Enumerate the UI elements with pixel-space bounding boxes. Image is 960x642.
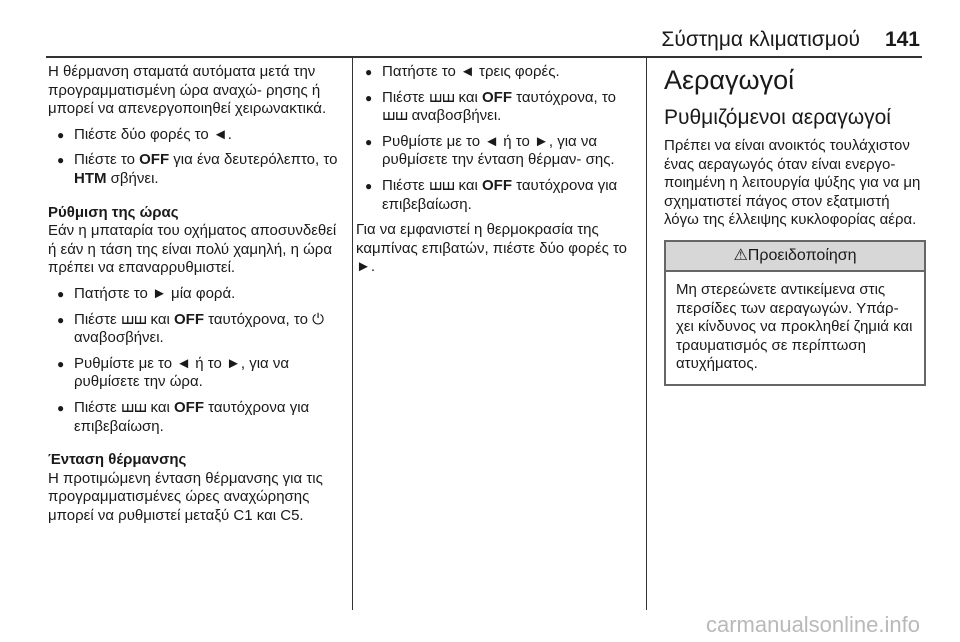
intensity-heading: Ένταση θέρμανσης: [48, 451, 187, 469]
heater-icon: ꟺꟺ: [382, 107, 408, 125]
intro-paragraph: Η θέρμανση σταματά αυτόματα μετά την προγραμματισμένη ώρα αναχώ- ρησης ή μπορεί να απενεργοποιηθεί χειρωνακτικά.: [48, 63, 327, 118]
vents-paragraph: Πρέπει να είναι ανοικτός τουλάχιστον ένας αεραγωγός όταν είναι ενεργο- ποιημένη η λειτουργία ψύξης για να μη σχηματιστεί πάγος στον εξατμιστή λόγω της έλλειψης κυκλοφορίας αέρα.: [664, 137, 921, 229]
warning-icon: ⚠: [733, 246, 748, 264]
bullet-item: ● Πιέστε δύο φορές το ◄.: [48, 126, 344, 145]
bullet-item: ● Ρυθμίστε με το ◄ ή το ►, για να ρυθμίσετε την ένταση θέρμαν- σης.: [356, 133, 636, 170]
bullet-item: ● Πατήστε το ► μία φορά.: [48, 285, 344, 304]
heater-icon: ꟺꟺ: [120, 310, 147, 328]
column-divider-1: [352, 58, 353, 610]
bullet-item: ● Ρυθμίστε με το ◄ ή το ►, για να ρυθμίσετε την ώρα.: [48, 355, 344, 392]
heater-icon: ꟺꟺ: [120, 398, 147, 416]
warning-body: Μη στερεώνετε αντικείμενα στις περσίδες των αεραγωγών. Υπάρ- χει κίνδυνος να προκληθεί ζημιά και τραυματισμός σε περίπτωση ατυχήματος.: [676, 280, 913, 373]
bullet-item: ● Πιέστε ꟺꟺ και OFF ταυτόχρονα για επιβεβαίωση.: [356, 177, 636, 214]
column-2: [356, 63, 636, 277]
time-heading: Ρύθμιση της ώρας: [48, 203, 179, 221]
subsection-heading: Ρυθμιζόμενοι αεραγωγοί: [664, 106, 891, 129]
bullet-item: ● Πιέστε ꟺꟺ και OFF ταυτόχρονα, το ꟺꟺ αναβοσβήνει.: [356, 89, 636, 126]
column-3: [664, 63, 926, 386]
heater-icon: ꟺꟺ: [428, 88, 455, 106]
warning-header: [666, 242, 924, 272]
section-heading: Αεραγωγοί: [664, 65, 795, 95]
page-number: 141: [884, 28, 920, 51]
watermark: carmanualsonline.info: [705, 612, 920, 637]
warning-box: [664, 240, 926, 386]
cabin-temp-paragraph: Για να εμφανιστεί η θερμοκρασία της καμπίνας επιβατών, πιέστε δύο φορές το ►.: [356, 221, 628, 276]
header-rule: [46, 56, 922, 58]
column-1: [48, 63, 344, 525]
bullet-item: ● Πιέστε ꟺꟺ και OFF ταυτόχρονα, το ⏻ αναβοσβήνει.: [48, 311, 344, 348]
bullet-item: ● Πιέστε ꟺꟺ και OFF ταυτόχρονα για επιβεβαίωση.: [48, 399, 344, 436]
bullet-item: ● Πατήστε το ◄ τρεις φορές.: [356, 63, 636, 82]
heater-icon: ꟺꟺ: [428, 176, 455, 194]
warning-title: Προειδοποίηση: [747, 246, 857, 264]
column-divider-2: [646, 58, 647, 610]
time-paragraph: Εάν η μπαταρία του οχήματος αποσυνδεθεί ή εάν η τάση της είναι πολύ χαμηλή, η ώρα πρέπει να επαναρρυθμιστεί.: [48, 222, 337, 277]
intensity-paragraph: Η προτιμώμενη ένταση θέρμανσης για τις προγραμματισμένες ώρες αναχώρησης μπορεί να ρυθμιστεί μεταξύ C1 και C5.: [48, 469, 323, 524]
section-title: Σύστημα κλιματισμού: [661, 28, 860, 51]
bullet-item: ● Πιέστε το OFF για ένα δευτερόλεπτο, το HTM σβήνει.: [48, 151, 344, 188]
page-header: [0, 28, 960, 52]
